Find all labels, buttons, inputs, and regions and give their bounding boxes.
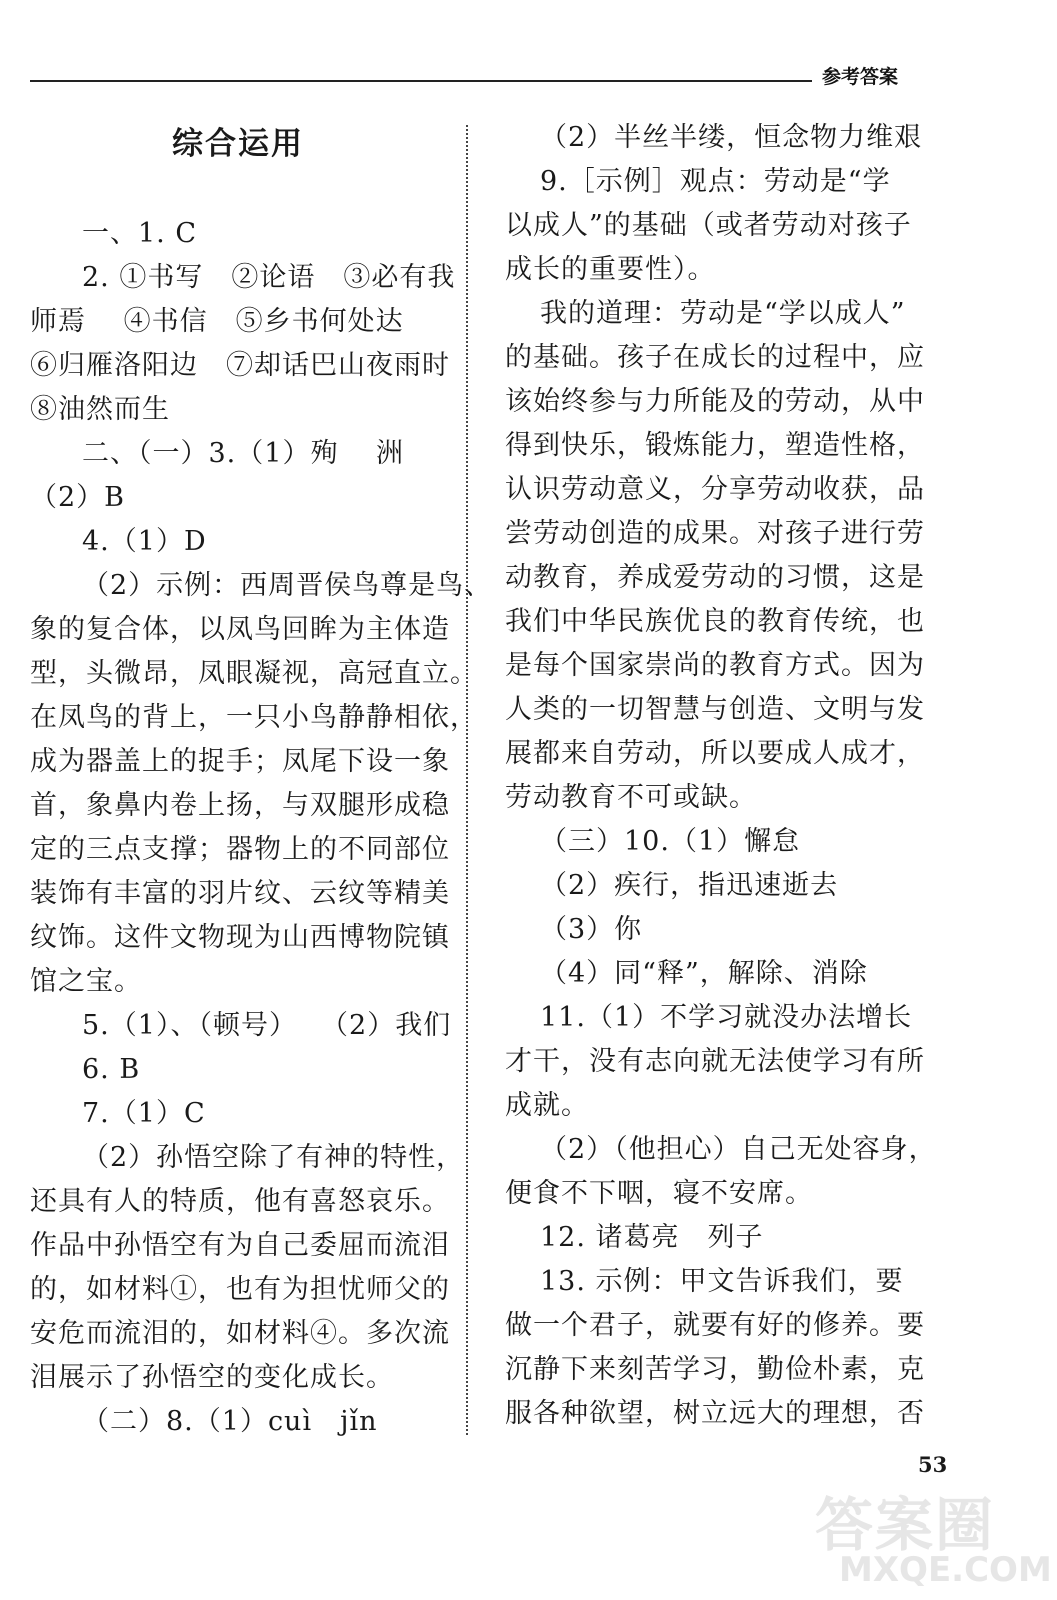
answer-line: 定的三点支撑；器物上的不同部位 <box>30 834 450 865</box>
answer-line: 展都来自劳动，所以要成人成才， <box>505 738 925 769</box>
answer-line: 9.［示例］观点：劳动是“学 <box>540 166 891 197</box>
answer-line: 馆之宝。 <box>30 966 142 997</box>
answer-line: 象的复合体，以凤鸟回眸为主体造 <box>30 614 450 645</box>
answer-line: 二、（一）3.（1）殉 洲 <box>82 438 405 469</box>
answer-line: 的，如材料①，也有为担忧师父的 <box>30 1274 450 1305</box>
column-divider <box>466 125 468 1435</box>
answer-line: 认识劳动意义，分享劳动收获，品 <box>505 474 925 505</box>
answer-line: 作品中孙悟空有为自己委屈而流泪 <box>30 1230 450 1261</box>
answer-line: （4）同“释”，解除、消除 <box>540 958 868 989</box>
answer-line: （2）示例：西周晋侯鸟尊是鸟、 <box>82 570 493 601</box>
answer-line: 才干，没有志向就无法使学习有所 <box>505 1046 925 1077</box>
answer-line: 2. ①书写 ②论语 ③必有我 <box>82 262 456 293</box>
answer-line: 成长的重要性）。 <box>505 254 716 285</box>
answer-line: 服各种欲望，树立远大的理想，否 <box>505 1398 925 1429</box>
answer-line: 沉静下来刻苦学习，勤俭朴素，克 <box>505 1354 925 1385</box>
answer-line: 我们中华民族优良的教育传统，也 <box>505 606 925 637</box>
answer-line: 7.（1）C <box>82 1098 206 1129</box>
answer-line: （二）8.（1）cuì jǐn <box>82 1406 378 1437</box>
answer-line: 是每个国家崇尚的教育方式。因为 <box>505 650 925 681</box>
answer-line: 装饰有丰富的羽片纹、云纹等精美 <box>30 878 450 909</box>
header-label: 参考答案 <box>822 66 899 88</box>
answer-line: 尝劳动创造的成果。对孩子进行劳 <box>505 518 925 549</box>
answer-line: （2）疾行，指迅速逝去 <box>540 870 839 901</box>
answer-line: 首，象鼻内卷上扬，与双腿形成稳 <box>30 790 450 821</box>
answer-line: 安危而流泪的，如材料④。多次流 <box>30 1318 450 1349</box>
answer-line: （2）孙悟空除了有神的特性， <box>82 1142 465 1173</box>
answer-line: 还具有人的特质，他有喜怒哀乐。 <box>30 1186 450 1217</box>
page-number: 53 <box>918 1452 948 1477</box>
answer-line: （2）B <box>30 482 126 513</box>
watermark <box>815 1478 1052 1593</box>
answer-line: 成为器盖上的捉手；凤尾下设一象 <box>30 746 450 777</box>
answer-line: 该始终参与力所能及的劳动，从中 <box>505 386 925 417</box>
answer-line: 人类的一切智慧与创造、文明与发 <box>505 694 925 725</box>
answer-line: （2）半丝半缕，恒念物力维艰 <box>540 122 923 153</box>
answer-line: （3）你 <box>540 914 643 945</box>
answer-line: 型，头微昂，凤眼凝视，高冠直立。 <box>30 658 478 689</box>
answer-line: ⑥归雁洛阳边 ⑦却话巴山夜雨时 <box>30 350 450 381</box>
answer-line: （2）（他担心）自己无处容身， <box>540 1134 937 1165</box>
answer-line: 11.（1）不学习就没办法增长 <box>540 1002 913 1033</box>
answer-line: 成就。 <box>505 1090 589 1121</box>
answer-line: 我的道理：劳动是“学以成人” <box>540 298 906 329</box>
answer-line: 纹饰。这件文物现为山西博物院镇 <box>30 922 450 953</box>
watermark-logo: 答案圈 <box>815 1491 996 1559</box>
answer-line: ⑧油然而生 <box>30 394 170 425</box>
answer-line: 13. 示例：甲文告诉我们，要 <box>540 1266 904 1297</box>
answer-line: （三）10.（1）懈怠 <box>540 826 801 857</box>
answer-line: 泪展示了孙悟空的变化成长。 <box>30 1362 394 1393</box>
header-rule <box>30 80 812 82</box>
answer-line: 6. B <box>82 1054 141 1085</box>
answer-line: 的基础。孩子在成长的过程中，应 <box>505 342 925 373</box>
answer-line: 12. 诸葛亮 列子 <box>540 1222 764 1253</box>
answer-line: 4.（1）D <box>82 526 207 557</box>
section-title: 综合运用 <box>172 126 304 162</box>
answer-line: 便食不下咽，寝不安席。 <box>505 1178 813 1209</box>
answer-line: 动教育，养成爱劳动的习惯，这是 <box>505 562 925 593</box>
answer-line: 一、1. C <box>82 218 198 249</box>
answer-line: 师焉 ④书信 ⑤乡书何处达 <box>30 306 404 337</box>
answer-line: 得到快乐，锻炼能力，塑造性格， <box>505 430 925 461</box>
answer-line: 5.（1）、（顿号） （2）我们 <box>82 1010 452 1041</box>
answer-line: 做一个君子，就要有好的修养。要 <box>505 1310 925 1341</box>
watermark-url: MXQE.COM <box>839 1550 1052 1590</box>
answer-line: 劳动教育不可或缺。 <box>505 782 757 813</box>
answer-line: 以成人”的基础（或者劳动对孩子 <box>505 210 912 241</box>
answer-line: 在凤鸟的背上，一只小鸟静静相依， <box>30 702 478 733</box>
